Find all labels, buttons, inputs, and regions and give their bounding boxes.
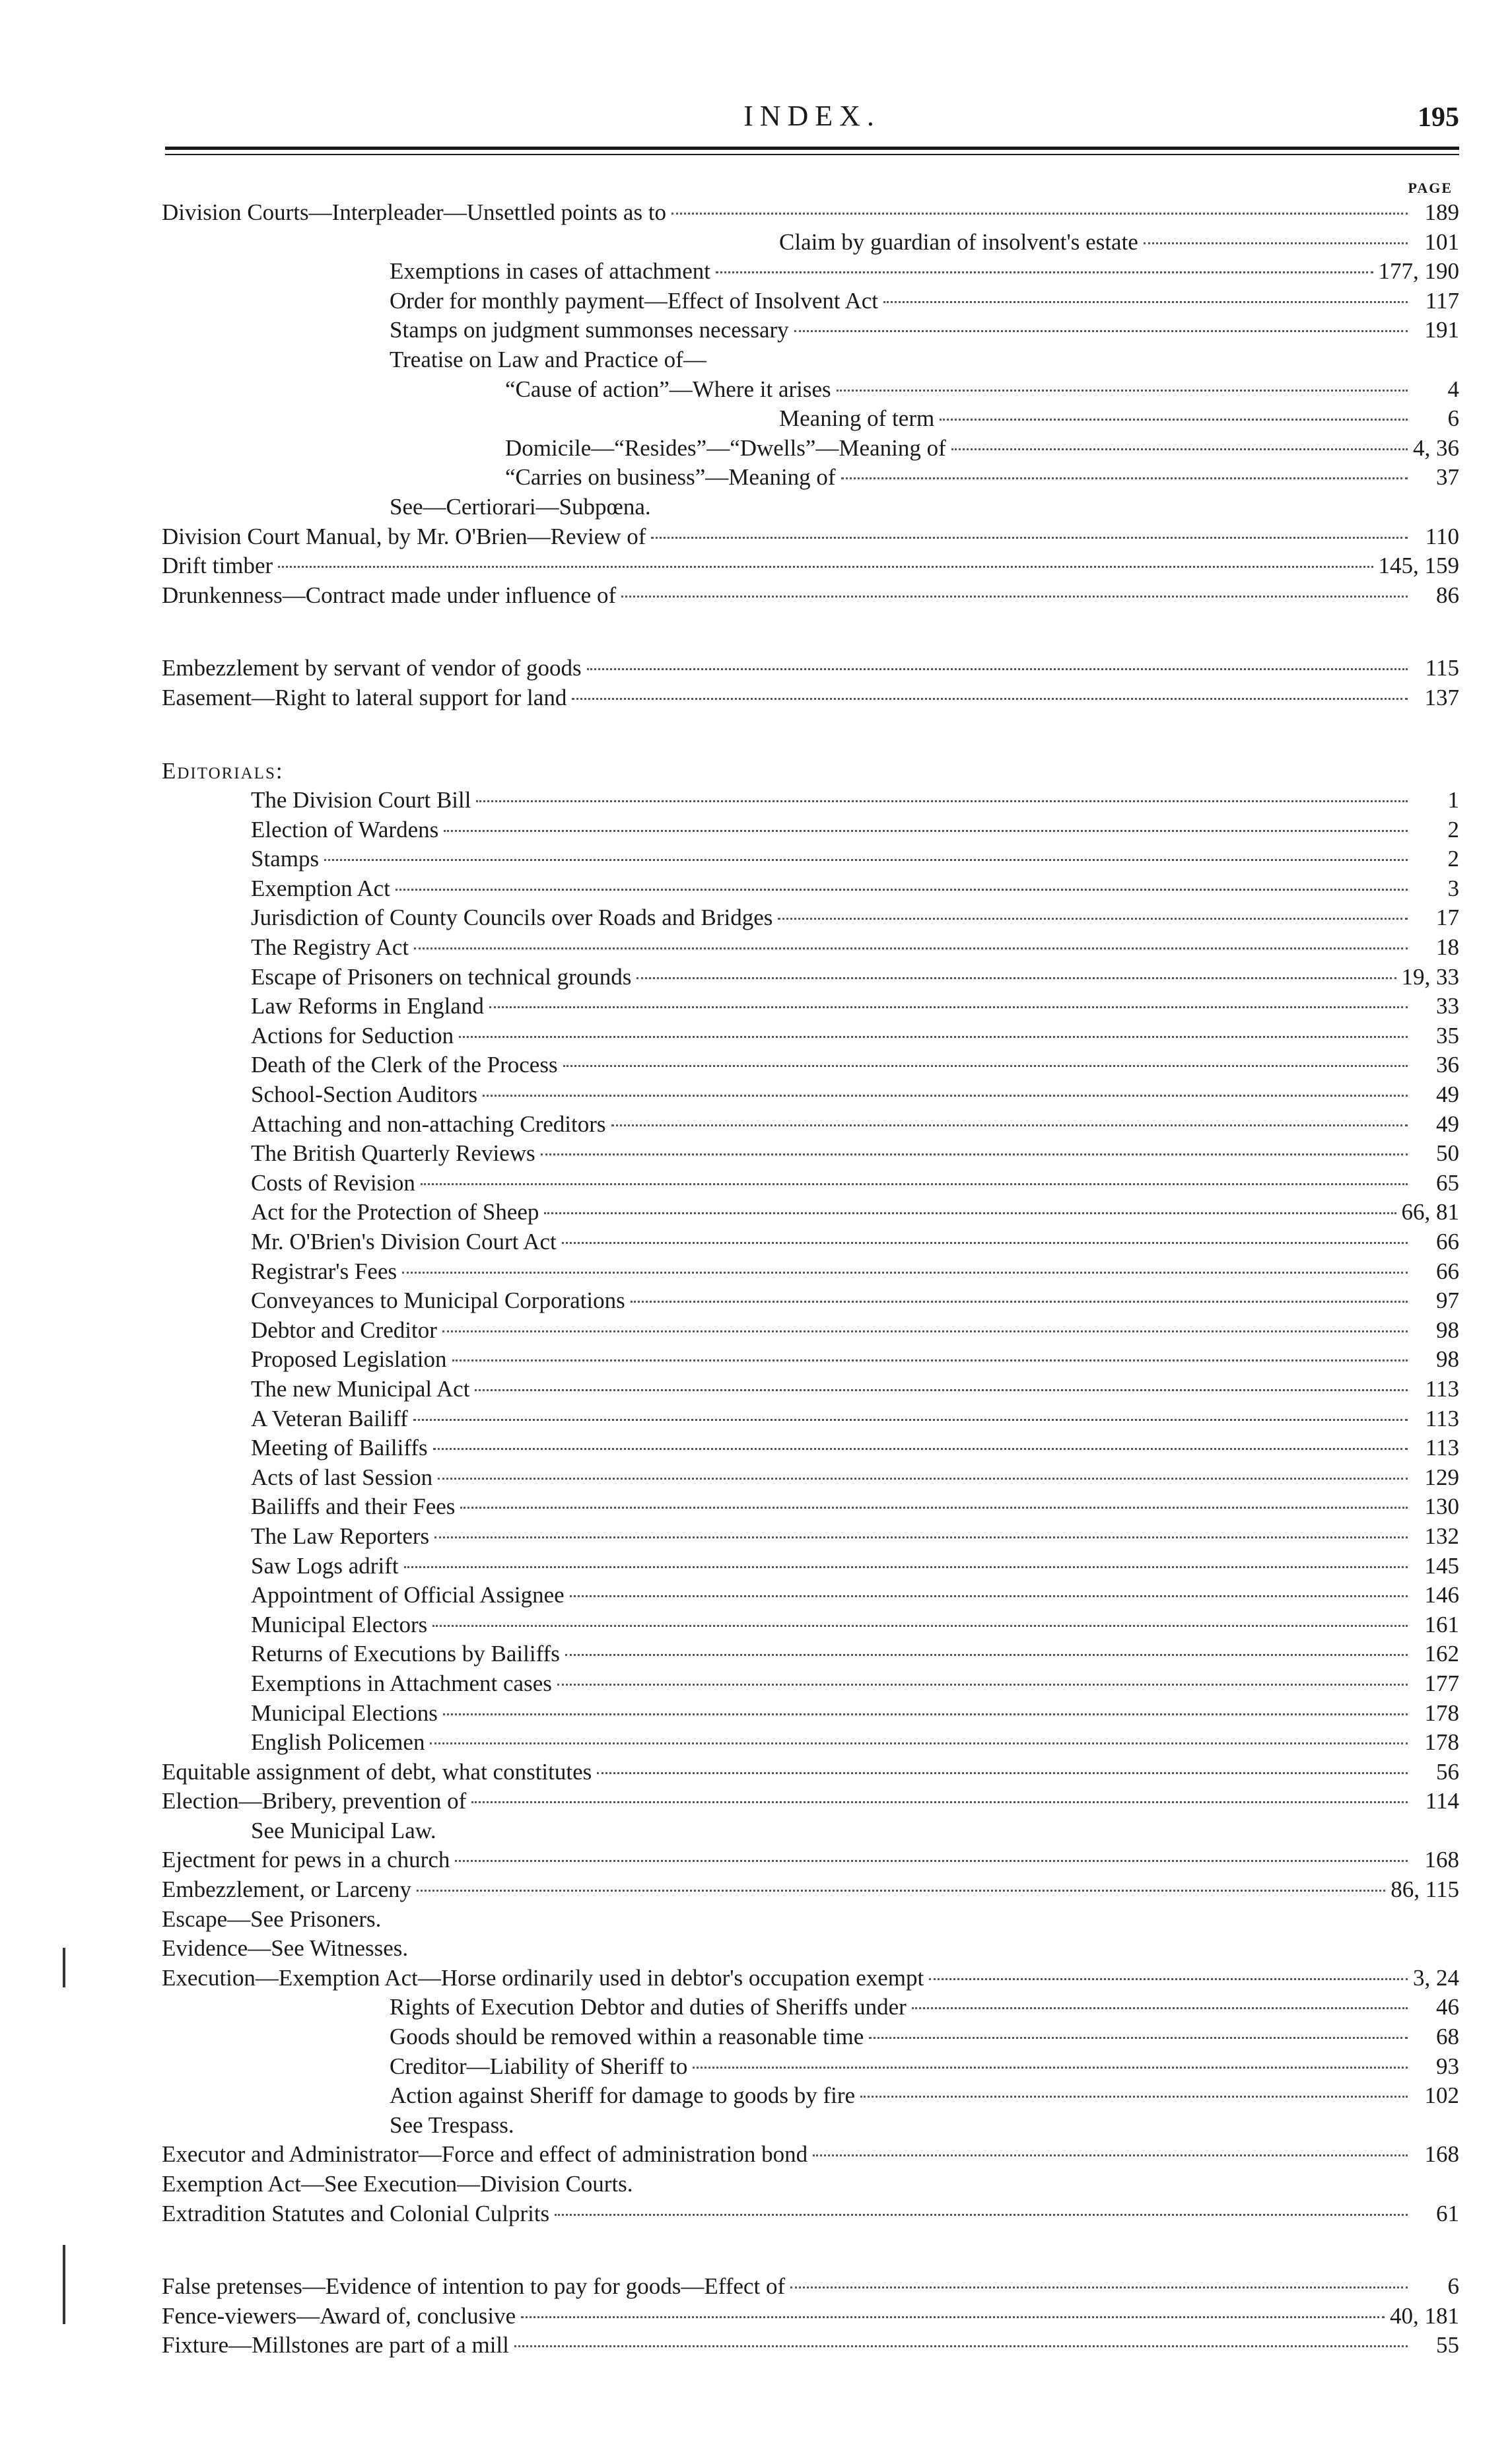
entry-text: Conveyances to Municipal Corporations [251, 1288, 625, 1314]
index-entry [162, 1198, 1459, 1227]
entry-text: The new Municipal Act [251, 1375, 470, 1402]
entry-text: The Division Court Bill [251, 787, 471, 813]
index-entry [162, 1110, 1459, 1140]
dot-leader [421, 1183, 1408, 1185]
entry-page-ref: 102 [1424, 2082, 1459, 2109]
index-entry [162, 1433, 1459, 1463]
dot-leader [1144, 242, 1408, 244]
entry-text: Rights of Execution Debtor and duties of Sheriffs under [390, 1994, 907, 2020]
entry-page-ref: 117 [1425, 287, 1459, 314]
entry-text: Embezzlement, or Larceny [162, 1876, 411, 1903]
index-entry [162, 1169, 1459, 1198]
entry-page-ref: 49 [1436, 1111, 1459, 1137]
dot-leader [651, 537, 1408, 539]
index-entry [162, 228, 1459, 258]
entry-page-ref: 37 [1436, 464, 1459, 491]
index-entry [162, 1993, 1459, 2022]
dot-leader [563, 1065, 1408, 1067]
entry-text: Extradition Statutes and Colonial Culprits [162, 2200, 550, 2226]
dot-leader [489, 1006, 1408, 1008]
index-entries [162, 198, 1459, 2360]
index-entry [162, 1345, 1459, 1375]
index-entry [162, 2331, 1459, 2360]
entry-text: Exemption Act [251, 875, 390, 901]
index-entry [162, 1375, 1459, 1404]
index-entry [162, 404, 1459, 434]
dot-leader [841, 477, 1408, 479]
dot-leader [869, 2037, 1408, 2039]
entry-page-ref: 178 [1424, 1700, 1459, 1726]
entry-page-ref: 61 [1436, 2200, 1459, 2226]
entry-page-ref: 129 [1424, 1464, 1459, 1490]
entry-page-ref: 1 [1447, 787, 1459, 813]
dot-leader [929, 1978, 1408, 1980]
entry-text: “Cause of action”—Where it arises [505, 376, 831, 402]
entry-text: Meaning of term [779, 405, 935, 432]
dot-leader [778, 918, 1408, 920]
dot-leader [693, 2067, 1408, 2069]
dot-leader [883, 301, 1408, 303]
dot-leader [444, 830, 1408, 832]
dot-leader [631, 1301, 1408, 1303]
entry-page-ref: 145, 159 [1378, 553, 1459, 579]
entry-text: Returns of Executions by Bailiffs [251, 1641, 560, 1667]
spacer [162, 713, 1459, 757]
entry-text: Equitable assignment of debt, what constitutes [162, 1758, 592, 1785]
dot-leader [951, 448, 1408, 450]
index-entry [162, 316, 1459, 345]
entry-page-ref: 40, 181 [1390, 2302, 1459, 2329]
index-entry [162, 434, 1459, 464]
dot-leader [790, 2286, 1408, 2288]
dot-leader [460, 1507, 1408, 1509]
page-title: INDEX. [743, 100, 881, 132]
entry-page-ref: 17 [1436, 905, 1459, 931]
entry-page-ref: 33 [1436, 993, 1459, 1019]
dot-leader [544, 1212, 1396, 1214]
entry-page-ref: 110 [1425, 523, 1459, 549]
dot-leader [587, 668, 1408, 670]
entry-text: Jurisdiction of County Councils over Roads and Bridges [251, 905, 773, 931]
index-entry [162, 1286, 1459, 1316]
header-rule [165, 147, 1459, 150]
index-entry [162, 1964, 1459, 1993]
index-entry [162, 551, 1459, 581]
dot-leader [521, 2316, 1385, 2318]
entry-text: Exemptions in cases of attachment [390, 258, 710, 285]
index-entry [162, 198, 1459, 228]
entry-page-ref: 56 [1436, 1758, 1459, 1785]
entry-text: Editorials: [162, 757, 284, 784]
index-entry [162, 463, 1459, 493]
entry-text: Division Court Manual, by Mr. O'Brien—Review of [162, 523, 646, 549]
entry-page-ref: 189 [1424, 199, 1459, 225]
dot-leader [794, 330, 1408, 332]
index-entry [162, 1845, 1459, 1875]
dot-leader [716, 271, 1373, 273]
entry-page-ref: 146 [1424, 1582, 1459, 1608]
entry-text: The Registry Act [251, 934, 409, 961]
entry-page-ref: 145 [1424, 1552, 1459, 1579]
index-entry [162, 683, 1459, 713]
entry-text: School-Section Auditors [251, 1082, 478, 1108]
index-entry [162, 1492, 1459, 1522]
dot-leader [671, 213, 1408, 215]
entry-page-ref: 36 [1436, 1052, 1459, 1078]
dot-leader [557, 1684, 1408, 1686]
entry-text: Registrar's Fees [251, 1258, 397, 1284]
index-entry [162, 1875, 1459, 1905]
entry-text: Drunkenness—Contract made under influence of [162, 582, 617, 608]
dot-leader [433, 1448, 1408, 1450]
dot-leader [455, 1860, 1408, 1862]
entry-page-ref: 2 [1447, 846, 1459, 872]
index-entry [162, 2140, 1459, 2170]
index-entry [162, 1463, 1459, 1493]
entry-page-ref: 177 [1424, 1670, 1459, 1696]
entry-text: Costs of Revision [251, 1169, 415, 1196]
index-entry [162, 874, 1459, 904]
entry-text: Appointment of Official Assignee [251, 1582, 565, 1608]
entry-page-ref: 97 [1436, 1288, 1459, 1314]
entry-text: Ejectment for pews in a church [162, 1847, 450, 1873]
entry-page-ref: 19, 33 [1401, 963, 1459, 990]
entry-text: See Trespass. [390, 2112, 514, 2138]
entry-text: Order for monthly payment—Effect of Insolvent Act [390, 287, 878, 314]
index-entry [162, 1227, 1459, 1257]
entry-page-ref: 49 [1436, 1082, 1459, 1108]
entry-text: Debtor and Creditor [251, 1317, 437, 1343]
index-entry [162, 345, 1459, 375]
index-entry [162, 1552, 1459, 1581]
index-entry [162, 2302, 1459, 2331]
entry-text: Evidence—See Witnesses. [162, 1935, 409, 1962]
dot-leader [813, 2154, 1408, 2156]
dot-leader [395, 889, 1408, 891]
entry-page-ref: 86, 115 [1391, 1876, 1459, 1903]
entry-page-ref: 161 [1424, 1611, 1459, 1637]
dot-leader [452, 1359, 1408, 1361]
index-entry [162, 1669, 1459, 1699]
dot-leader [475, 1389, 1408, 1391]
index-entry [162, 1021, 1459, 1051]
page-number: 195 [1418, 102, 1459, 133]
dot-leader [417, 1890, 1385, 1892]
index-entry [162, 786, 1459, 815]
entry-page-ref: 66 [1436, 1229, 1459, 1255]
entry-text: The Law Reporters [251, 1523, 430, 1549]
index-entry [162, 1934, 1459, 1964]
entry-text: Law Reforms in England [251, 993, 484, 1019]
index-entry [162, 1816, 1459, 1846]
entry-page-ref: 65 [1436, 1169, 1459, 1196]
index-entry [162, 1080, 1459, 1110]
entry-page-ref: 66, 81 [1401, 1199, 1459, 1225]
index-entry [162, 257, 1459, 287]
spacer [162, 610, 1459, 654]
entry-page-ref: 3, 24 [1413, 1964, 1459, 1991]
dot-leader [597, 1772, 1408, 1774]
entry-page-ref: 191 [1424, 317, 1459, 343]
entry-text: Acts of last Session [251, 1464, 433, 1490]
entry-text: Escape—See Prisoners. [162, 1906, 382, 1932]
entry-text: Meeting of Bailiffs [251, 1435, 428, 1461]
entry-text: Election of Wardens [251, 816, 439, 842]
dot-leader [471, 1801, 1408, 1803]
entry-page-ref: 137 [1424, 684, 1459, 710]
index-entry [162, 493, 1459, 522]
index-entry [162, 933, 1459, 963]
index-entry [162, 1639, 1459, 1669]
entry-page-ref: 3 [1447, 875, 1459, 901]
entry-text: Fixture—Millstones are part of a mill [162, 2332, 509, 2358]
entry-text: Division Courts—Interpleader—Unsettled points as to [162, 199, 667, 225]
entry-page-ref: 86 [1436, 582, 1459, 608]
dot-leader [476, 800, 1408, 802]
header-rule-thin [165, 154, 1459, 155]
index-entry [162, 1316, 1459, 1346]
index-entry [162, 1728, 1459, 1758]
entry-text: Drift timber [162, 553, 273, 579]
entry-page-ref: 18 [1436, 934, 1459, 961]
index-entry [162, 1139, 1459, 1169]
dot-leader [636, 977, 1396, 979]
index-entry [162, 1905, 1459, 1935]
index-entry [162, 2170, 1459, 2199]
dot-leader [443, 1713, 1408, 1715]
dot-leader [562, 1242, 1408, 1244]
entry-page-ref: 66 [1436, 1258, 1459, 1284]
index-entry [162, 1758, 1459, 1787]
dot-leader [837, 390, 1408, 392]
entry-page-ref: 98 [1436, 1317, 1459, 1343]
index-entry [162, 1787, 1459, 1816]
index-entry [162, 844, 1459, 874]
entry-page-ref: 178 [1424, 1729, 1459, 1756]
entry-text: Stamps on judgment summonses necessary [390, 317, 789, 343]
dot-leader [483, 1095, 1408, 1097]
dot-leader [404, 1566, 1408, 1568]
entry-text: English Policemen [251, 1729, 425, 1756]
dot-leader [565, 1654, 1408, 1656]
index-entry [162, 2111, 1459, 2141]
dot-leader [438, 1478, 1408, 1480]
entry-text: Domicile—“Resides”—“Dwells”—Meaning of [505, 434, 946, 461]
entry-text: The British Quarterly Reviews [251, 1140, 535, 1167]
entry-page-ref: 113 [1425, 1375, 1459, 1402]
entry-text: Executor and Administrator—Force and effect of administration bond [162, 2141, 808, 2168]
entry-text: Claim by guardian of insolvent's estate [779, 228, 1138, 255]
entry-page-ref: 162 [1424, 1641, 1459, 1667]
dot-leader [860, 2096, 1408, 2098]
index-entry [162, 2272, 1459, 2302]
entry-text: Election—Bribery, prevention of [162, 1788, 467, 1814]
index-entry [162, 1699, 1459, 1729]
dot-leader [278, 566, 1373, 568]
entry-text: Execution—Exemption Act—Horse ordinarily used in debtor's occupation exempt [162, 1964, 924, 1991]
index-entry [162, 2052, 1459, 2082]
index-entry [162, 375, 1459, 405]
entry-text: Treatise on Law and Practice of— [390, 346, 706, 372]
entry-text: Mr. O'Brien's Division Court Act [251, 1229, 557, 1255]
index-entry [162, 1257, 1459, 1287]
entry-text: “Carries on business”—Meaning of [505, 464, 836, 491]
entry-page-ref: 4, 36 [1413, 434, 1459, 461]
entry-page-ref: 177, 190 [1378, 258, 1459, 285]
dot-leader [402, 1272, 1408, 1274]
entry-text: Actions for Seduction [251, 1022, 454, 1049]
margin-mark [63, 1948, 65, 1987]
entry-page-ref: 114 [1425, 1788, 1459, 1814]
entry-text: False pretenses—Evidence of intention to pay for goods—Effect of [162, 2273, 786, 2300]
index-entry [162, 1581, 1459, 1610]
page-column-label: PAGE [1408, 180, 1453, 196]
entry-page-ref: 35 [1436, 1022, 1459, 1049]
entry-text: Exemption Act—See Execution—Division Courts. [162, 2171, 633, 2197]
index-entry [162, 287, 1459, 316]
index-entry [162, 2199, 1459, 2229]
index-entry [162, 1522, 1459, 1552]
margin-mark [63, 2245, 65, 2324]
entry-page-ref: 98 [1436, 1346, 1459, 1373]
dot-leader [434, 1536, 1408, 1538]
entry-page-ref: 68 [1436, 2024, 1459, 2050]
entry-page-ref: 2 [1447, 816, 1459, 842]
dot-leader [514, 2345, 1408, 2347]
entry-text: Attaching and non-attaching Creditors [251, 1111, 606, 1137]
index-entry [162, 903, 1459, 933]
index-entry [162, 1610, 1459, 1640]
page-header [165, 99, 1459, 139]
index-entry [162, 2022, 1459, 2052]
entry-text: See Municipal Law. [251, 1817, 436, 1843]
section-heading [162, 757, 1459, 786]
entry-page-ref: 6 [1447, 2273, 1459, 2300]
entry-page-ref: 46 [1436, 1994, 1459, 2020]
entry-page-ref: 55 [1436, 2332, 1459, 2358]
index-entry [162, 992, 1459, 1021]
entry-page-ref: 4 [1447, 376, 1459, 402]
dot-leader [611, 1124, 1408, 1126]
entry-page-ref: 115 [1425, 655, 1459, 681]
index-entry [162, 1404, 1459, 1434]
entry-page-ref: 130 [1424, 1494, 1459, 1520]
index-entry [162, 522, 1459, 552]
entry-text: Saw Logs adrift [251, 1552, 399, 1579]
entry-page-ref: 93 [1436, 2053, 1459, 2079]
spacer [162, 2228, 1459, 2272]
entry-text: Proposed Legislation [251, 1346, 447, 1373]
entry-text: See—Certiorari—Subpœna. [390, 493, 651, 520]
entry-text: Easement—Right to lateral support for land [162, 684, 567, 710]
dot-leader [430, 1742, 1408, 1744]
entry-text: A Veteran Bailiff [251, 1405, 408, 1431]
entry-text: Escape of Prisoners on technical grounds [251, 963, 632, 990]
dot-leader [432, 1625, 1408, 1627]
dot-leader [459, 1036, 1408, 1038]
entry-text: Death of the Clerk of the Process [251, 1052, 558, 1078]
index-entry [162, 1050, 1459, 1080]
dot-leader [572, 698, 1408, 700]
dot-leader [414, 947, 1408, 949]
entry-text: Fence-viewers—Award of, conclusive [162, 2302, 516, 2329]
entry-text: Municipal Elections [251, 1700, 438, 1726]
entry-text: Action against Sheriff for damage to goods by fire [390, 2082, 856, 2109]
entry-page-ref: 6 [1447, 405, 1459, 432]
index-entry [162, 581, 1459, 611]
dot-leader [555, 2214, 1408, 2216]
entry-text: Act for the Protection of Sheep [251, 1199, 539, 1225]
entry-page-ref: 113 [1425, 1405, 1459, 1431]
entry-text: Creditor—Liability of Sheriff to [390, 2053, 688, 2079]
entry-text: Embezzlement by servant of vendor of goods [162, 655, 582, 681]
dot-leader [940, 419, 1408, 421]
dot-leader [541, 1153, 1408, 1155]
dot-leader [912, 2007, 1408, 2009]
entry-page-ref: 101 [1424, 228, 1459, 255]
entry-page-ref: 168 [1424, 2141, 1459, 2168]
entry-text: Municipal Electors [251, 1611, 428, 1637]
entry-text: Stamps [251, 846, 320, 872]
entry-page-ref: 132 [1424, 1523, 1459, 1549]
dot-leader [570, 1595, 1408, 1597]
index-entry [162, 2081, 1459, 2111]
dot-leader [413, 1419, 1408, 1421]
dot-leader [621, 596, 1408, 598]
entry-text: Goods should be removed within a reasonable time [390, 2024, 864, 2050]
entry-page-ref: 168 [1424, 1847, 1459, 1873]
index-entry [162, 654, 1459, 683]
index-entry [162, 815, 1459, 845]
dot-leader [324, 859, 1408, 861]
entry-page-ref: 50 [1436, 1140, 1459, 1167]
entry-page-ref: 113 [1425, 1435, 1459, 1461]
entry-text: Bailiffs and their Fees [251, 1494, 456, 1520]
index-entry [162, 963, 1459, 992]
dot-leader [442, 1330, 1408, 1332]
entry-text: Exemptions in Attachment cases [251, 1670, 552, 1696]
